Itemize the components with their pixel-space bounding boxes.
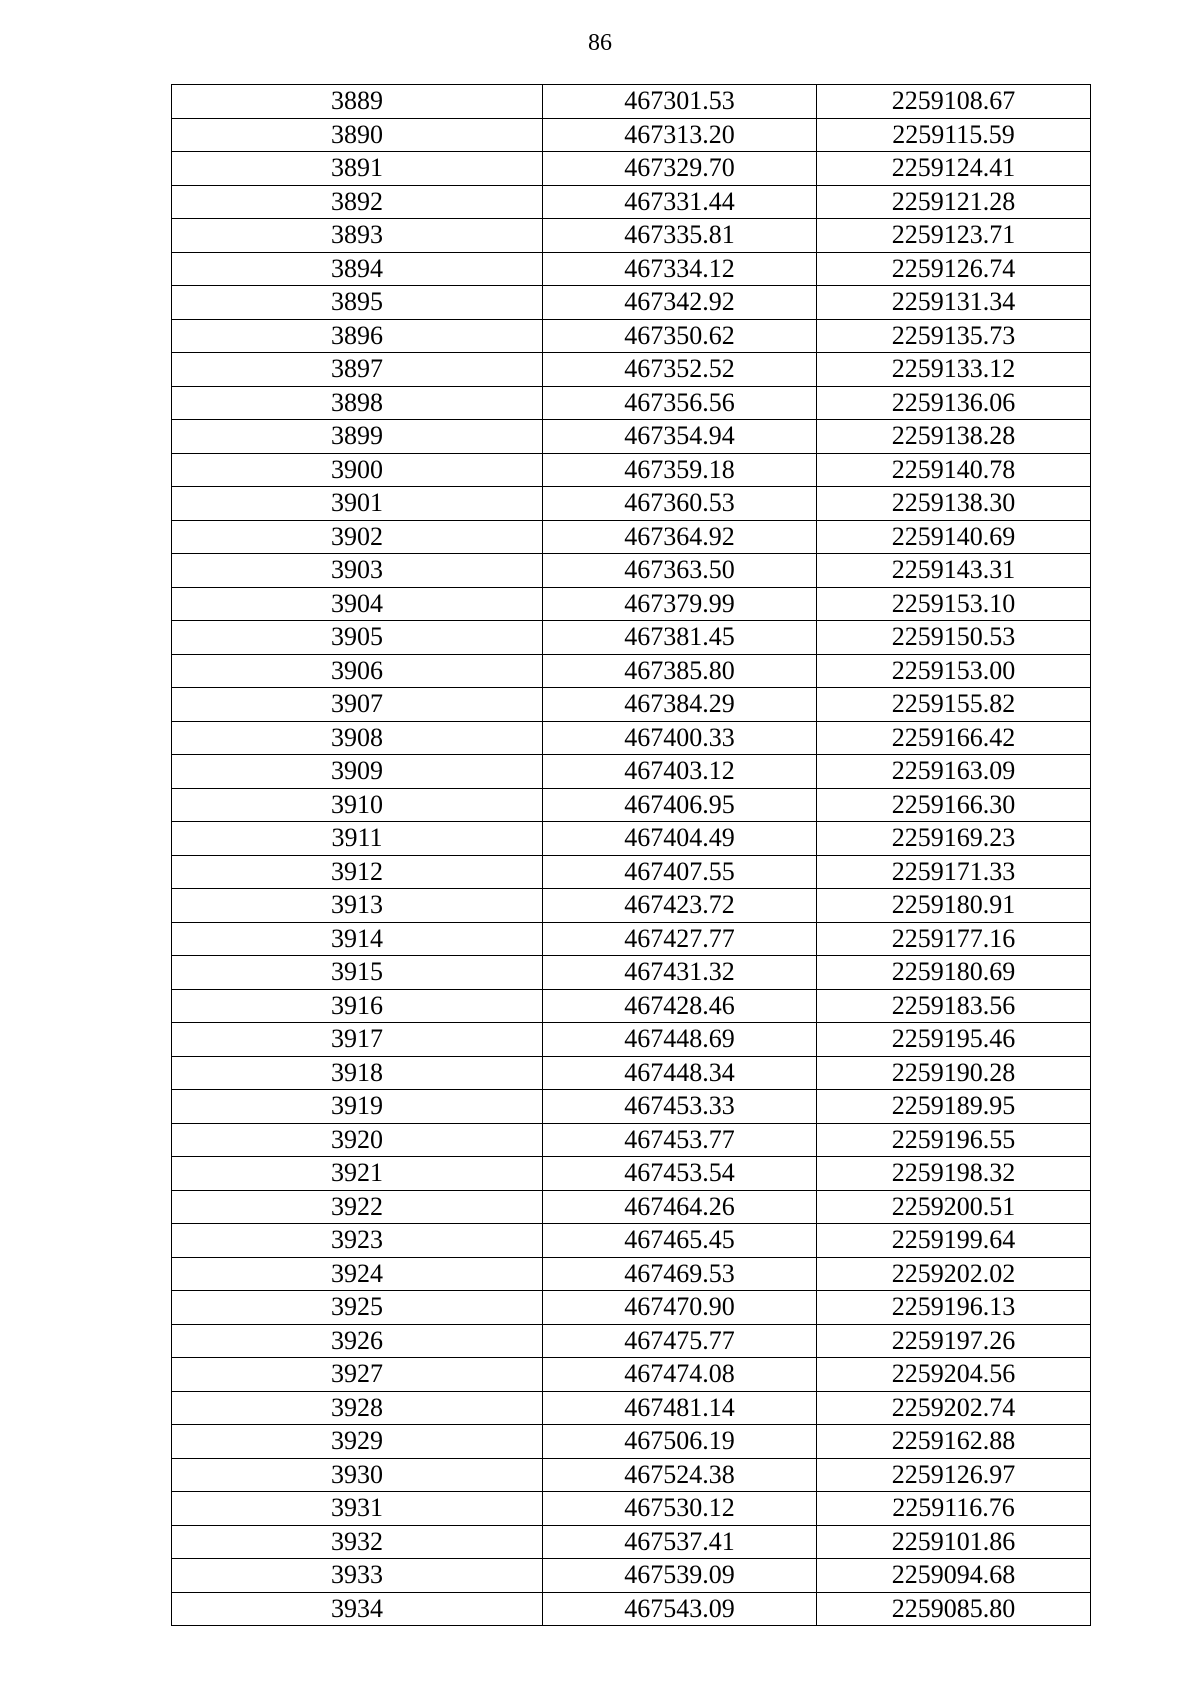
- table-row: [172, 1224, 1091, 1258]
- x-coordinate-cell: 467469.53: [543, 1257, 817, 1291]
- y-coordinate-cell: 2259204.56: [817, 1358, 1091, 1392]
- table-row: [172, 219, 1091, 253]
- y-coordinate-cell: 2259196.55: [817, 1123, 1091, 1157]
- y-coordinate-cell: 2259166.42: [817, 721, 1091, 755]
- point-number-cell: 3902: [172, 520, 543, 554]
- x-coordinate-cell: 467481.14: [543, 1391, 817, 1425]
- point-number-cell: 3901: [172, 487, 543, 521]
- x-coordinate-cell: 467381.45: [543, 621, 817, 655]
- point-number-cell: 3900: [172, 453, 543, 487]
- x-coordinate-cell: 467379.99: [543, 587, 817, 621]
- x-coordinate-cell: 467385.80: [543, 654, 817, 688]
- table-row: [172, 721, 1091, 755]
- table-row: [172, 1291, 1091, 1325]
- page-number: 86: [588, 30, 612, 56]
- point-number-cell: 3899: [172, 420, 543, 454]
- table-row: [172, 755, 1091, 789]
- point-number-cell: 3905: [172, 621, 543, 655]
- y-coordinate-cell: 2259163.09: [817, 755, 1091, 789]
- table-row: [172, 1257, 1091, 1291]
- x-coordinate-cell: 467474.08: [543, 1358, 817, 1392]
- y-coordinate-cell: 2259116.76: [817, 1492, 1091, 1526]
- table-row: [172, 520, 1091, 554]
- y-coordinate-cell: 2259126.74: [817, 252, 1091, 286]
- x-coordinate-cell: 467331.44: [543, 185, 817, 219]
- x-coordinate-cell: 467453.77: [543, 1123, 817, 1157]
- point-number-cell: 3923: [172, 1224, 543, 1258]
- x-coordinate-cell: 467363.50: [543, 554, 817, 588]
- y-coordinate-cell: 2259199.64: [817, 1224, 1091, 1258]
- point-number-cell: 3898: [172, 386, 543, 420]
- table-row: [172, 1190, 1091, 1224]
- x-coordinate-cell: 467406.95: [543, 788, 817, 822]
- x-coordinate-cell: 467352.52: [543, 353, 817, 387]
- x-coordinate-cell: 467384.29: [543, 688, 817, 722]
- coordinates-table: [171, 84, 1091, 1626]
- x-coordinate-cell: 467360.53: [543, 487, 817, 521]
- y-coordinate-cell: 2259123.71: [817, 219, 1091, 253]
- x-coordinate-cell: 467448.69: [543, 1023, 817, 1057]
- table-row: [172, 822, 1091, 856]
- table-row: [172, 353, 1091, 387]
- point-number-cell: 3903: [172, 554, 543, 588]
- point-number-cell: 3922: [172, 1190, 543, 1224]
- table-row: [172, 1358, 1091, 1392]
- y-coordinate-cell: 2259162.88: [817, 1425, 1091, 1459]
- point-number-cell: 3893: [172, 219, 543, 253]
- y-coordinate-cell: 2259180.69: [817, 956, 1091, 990]
- point-number-cell: 3933: [172, 1559, 543, 1593]
- y-coordinate-cell: 2259153.10: [817, 587, 1091, 621]
- y-coordinate-cell: 2259180.91: [817, 889, 1091, 923]
- table-row: [172, 85, 1091, 119]
- x-coordinate-cell: 467475.77: [543, 1324, 817, 1358]
- point-number-cell: 3904: [172, 587, 543, 621]
- point-number-cell: 3907: [172, 688, 543, 722]
- point-number-cell: 3911: [172, 822, 543, 856]
- x-coordinate-cell: 467537.41: [543, 1525, 817, 1559]
- x-coordinate-cell: 467335.81: [543, 219, 817, 253]
- x-coordinate-cell: 467423.72: [543, 889, 817, 923]
- point-number-cell: 3891: [172, 152, 543, 186]
- table-row: [172, 319, 1091, 353]
- y-coordinate-cell: 2259202.74: [817, 1391, 1091, 1425]
- point-number-cell: 3894: [172, 252, 543, 286]
- point-number-cell: 3934: [172, 1592, 543, 1626]
- table-row: [172, 788, 1091, 822]
- point-number-cell: 3909: [172, 755, 543, 789]
- table-row: [172, 621, 1091, 655]
- table-row: [172, 1056, 1091, 1090]
- x-coordinate-cell: 467407.55: [543, 855, 817, 889]
- y-coordinate-cell: 2259126.97: [817, 1458, 1091, 1492]
- y-coordinate-cell: 2259200.51: [817, 1190, 1091, 1224]
- y-coordinate-cell: 2259138.30: [817, 487, 1091, 521]
- table-row: [172, 1157, 1091, 1191]
- y-coordinate-cell: 2259189.95: [817, 1090, 1091, 1124]
- point-number-cell: 3921: [172, 1157, 543, 1191]
- table-row: [172, 956, 1091, 990]
- table-row: [172, 1559, 1091, 1593]
- table-row: [172, 1090, 1091, 1124]
- point-number-cell: 3910: [172, 788, 543, 822]
- coordinates-table-body: [172, 85, 1091, 1626]
- y-coordinate-cell: 2259177.16: [817, 922, 1091, 956]
- y-coordinate-cell: 2259155.82: [817, 688, 1091, 722]
- point-number-cell: 3906: [172, 654, 543, 688]
- point-number-cell: 3913: [172, 889, 543, 923]
- y-coordinate-cell: 2259150.53: [817, 621, 1091, 655]
- y-coordinate-cell: 2259153.00: [817, 654, 1091, 688]
- x-coordinate-cell: 467364.92: [543, 520, 817, 554]
- table-row: [172, 554, 1091, 588]
- x-coordinate-cell: 467354.94: [543, 420, 817, 454]
- y-coordinate-cell: 2259136.06: [817, 386, 1091, 420]
- point-number-cell: 3918: [172, 1056, 543, 1090]
- y-coordinate-cell: 2259138.28: [817, 420, 1091, 454]
- y-coordinate-cell: 2259195.46: [817, 1023, 1091, 1057]
- point-number-cell: 3890: [172, 118, 543, 152]
- x-coordinate-cell: 467470.90: [543, 1291, 817, 1325]
- x-coordinate-cell: 467453.33: [543, 1090, 817, 1124]
- point-number-cell: 3896: [172, 319, 543, 353]
- x-coordinate-cell: 467359.18: [543, 453, 817, 487]
- point-number-cell: 3932: [172, 1525, 543, 1559]
- y-coordinate-cell: 2259196.13: [817, 1291, 1091, 1325]
- point-number-cell: 3914: [172, 922, 543, 956]
- x-coordinate-cell: 467453.54: [543, 1157, 817, 1191]
- point-number-cell: 3929: [172, 1425, 543, 1459]
- point-number-cell: 3924: [172, 1257, 543, 1291]
- x-coordinate-cell: 467403.12: [543, 755, 817, 789]
- table-row: [172, 453, 1091, 487]
- x-coordinate-cell: 467431.32: [543, 956, 817, 990]
- x-coordinate-cell: 467543.09: [543, 1592, 817, 1626]
- y-coordinate-cell: 2259169.23: [817, 822, 1091, 856]
- y-coordinate-cell: 2259198.32: [817, 1157, 1091, 1191]
- point-number-cell: 3895: [172, 286, 543, 320]
- point-number-cell: 3919: [172, 1090, 543, 1124]
- x-coordinate-cell: 467539.09: [543, 1559, 817, 1593]
- point-number-cell: 3889: [172, 85, 543, 119]
- x-coordinate-cell: 467342.92: [543, 286, 817, 320]
- table-row: [172, 1592, 1091, 1626]
- x-coordinate-cell: 467524.38: [543, 1458, 817, 1492]
- table-row: [172, 386, 1091, 420]
- point-number-cell: 3920: [172, 1123, 543, 1157]
- x-coordinate-cell: 467448.34: [543, 1056, 817, 1090]
- table-row: [172, 1123, 1091, 1157]
- table-row: [172, 855, 1091, 889]
- x-coordinate-cell: 467356.56: [543, 386, 817, 420]
- x-coordinate-cell: 467301.53: [543, 85, 817, 119]
- table-row: [172, 185, 1091, 219]
- x-coordinate-cell: 467400.33: [543, 721, 817, 755]
- y-coordinate-cell: 2259202.02: [817, 1257, 1091, 1291]
- x-coordinate-cell: 467404.49: [543, 822, 817, 856]
- table-row: [172, 654, 1091, 688]
- point-number-cell: 3916: [172, 989, 543, 1023]
- point-number-cell: 3892: [172, 185, 543, 219]
- y-coordinate-cell: 2259101.86: [817, 1525, 1091, 1559]
- point-number-cell: 3925: [172, 1291, 543, 1325]
- x-coordinate-cell: 467464.26: [543, 1190, 817, 1224]
- point-number-cell: 3915: [172, 956, 543, 990]
- x-coordinate-cell: 467506.19: [543, 1425, 817, 1459]
- table-row: [172, 1425, 1091, 1459]
- y-coordinate-cell: 2259108.67: [817, 85, 1091, 119]
- table-row: [172, 1023, 1091, 1057]
- point-number-cell: 3908: [172, 721, 543, 755]
- table-row: [172, 252, 1091, 286]
- y-coordinate-cell: 2259094.68: [817, 1559, 1091, 1593]
- y-coordinate-cell: 2259197.26: [817, 1324, 1091, 1358]
- y-coordinate-cell: 2259166.30: [817, 788, 1091, 822]
- table-row: [172, 420, 1091, 454]
- point-number-cell: 3930: [172, 1458, 543, 1492]
- y-coordinate-cell: 2259115.59: [817, 118, 1091, 152]
- point-number-cell: 3926: [172, 1324, 543, 1358]
- x-coordinate-cell: 467334.12: [543, 252, 817, 286]
- x-coordinate-cell: 467313.20: [543, 118, 817, 152]
- point-number-cell: 3931: [172, 1492, 543, 1526]
- y-coordinate-cell: 2259171.33: [817, 855, 1091, 889]
- table-row: [172, 118, 1091, 152]
- y-coordinate-cell: 2259183.56: [817, 989, 1091, 1023]
- y-coordinate-cell: 2259131.34: [817, 286, 1091, 320]
- point-number-cell: 3897: [172, 353, 543, 387]
- y-coordinate-cell: 2259143.31: [817, 554, 1091, 588]
- y-coordinate-cell: 2259140.78: [817, 453, 1091, 487]
- table-row: [172, 152, 1091, 186]
- table-row: [172, 487, 1091, 521]
- y-coordinate-cell: 2259133.12: [817, 353, 1091, 387]
- point-number-cell: 3928: [172, 1391, 543, 1425]
- x-coordinate-cell: 467427.77: [543, 922, 817, 956]
- table-row: [172, 922, 1091, 956]
- y-coordinate-cell: 2259124.41: [817, 152, 1091, 186]
- table-row: [172, 1525, 1091, 1559]
- x-coordinate-cell: 467530.12: [543, 1492, 817, 1526]
- y-coordinate-cell: 2259190.28: [817, 1056, 1091, 1090]
- x-coordinate-cell: 467428.46: [543, 989, 817, 1023]
- y-coordinate-cell: 2259085.80: [817, 1592, 1091, 1626]
- table-row: [172, 688, 1091, 722]
- table-row: [172, 1492, 1091, 1526]
- table-row: [172, 889, 1091, 923]
- x-coordinate-cell: 467350.62: [543, 319, 817, 353]
- table-row: [172, 286, 1091, 320]
- y-coordinate-cell: 2259140.69: [817, 520, 1091, 554]
- table-row: [172, 1458, 1091, 1492]
- table-row: [172, 587, 1091, 621]
- point-number-cell: 3917: [172, 1023, 543, 1057]
- x-coordinate-cell: 467329.70: [543, 152, 817, 186]
- point-number-cell: 3912: [172, 855, 543, 889]
- x-coordinate-cell: 467465.45: [543, 1224, 817, 1258]
- table-row: [172, 989, 1091, 1023]
- point-number-cell: 3927: [172, 1358, 543, 1392]
- table-row: [172, 1391, 1091, 1425]
- y-coordinate-cell: 2259135.73: [817, 319, 1091, 353]
- table-row: [172, 1324, 1091, 1358]
- y-coordinate-cell: 2259121.28: [817, 185, 1091, 219]
